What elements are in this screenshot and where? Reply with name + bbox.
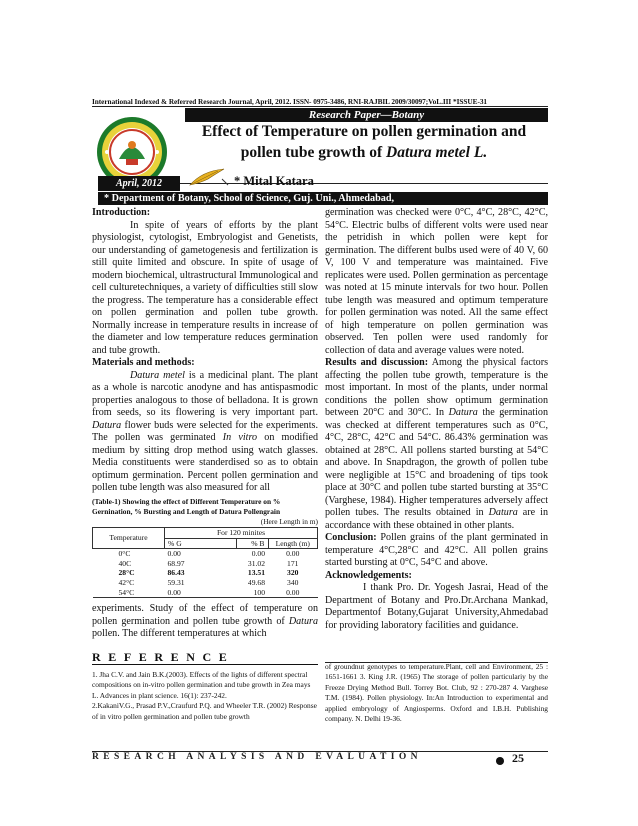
footer-journal: RESEARCH ANALYSIS AND EVALUATION: [92, 752, 422, 762]
table-body: [93, 549, 318, 598]
table-row: [93, 549, 318, 559]
cell-bursting: 31.02: [247, 558, 265, 568]
cell-length: 340: [287, 577, 299, 587]
cell-germination: 0.00: [167, 549, 181, 559]
left-column-continued: [92, 603, 318, 641]
left-column: [92, 207, 318, 495]
methods-paragraph: [92, 370, 318, 495]
department-banner: * Department of Botany, School of Science, Guj. Uni., Ahmedabad,: [98, 192, 548, 205]
species-name: Datura: [488, 507, 518, 518]
cell-length: 0.00: [268, 588, 318, 598]
cell-temperature: 0°C: [118, 549, 131, 559]
header-rule: [92, 106, 548, 107]
col-g: % G: [165, 538, 237, 549]
species-name: Datura metel: [130, 369, 185, 381]
cell-length: 171: [287, 558, 299, 568]
cell-germination: 68.97: [167, 558, 185, 568]
species-name: Datura: [448, 407, 478, 418]
cell-temperature: 54°C: [93, 588, 165, 598]
cell-length: 0.00: [286, 549, 300, 559]
cell-bursting: 0.00: [251, 549, 265, 559]
page-number: 25: [512, 751, 524, 765]
cell-germination: 59.31: [167, 577, 185, 587]
results-text-b: the germination was checked at different temperatures such as 0°C, 4°C, 28°C, 42°C and 54°C. 86.43% germination was obtained at 28°C. All pollens started bursting at 54°C and above. In Snapdragon, the growth of pollen tube were negligible at 15°C and broadening of tips took place at 30°C and pollen tube started bursting at 35°C (Varghese, 1984). Higher temperatures adversely affect pollen tubes. The results obtained in: [325, 407, 549, 518]
table-row: [93, 568, 318, 578]
section-banner: Research Paper—Botany: [185, 108, 548, 122]
table-row: [93, 588, 318, 598]
author-name: * Mital Katara: [234, 174, 314, 188]
bullet-icon: [496, 757, 504, 765]
cell-temperature: 28°C: [118, 568, 135, 578]
methods-text-3: on modified medium by sitting drop method using watch glasses. Media constituents were standerdised so as to obtain optimum germination. Percent pollen germination and pollen tube length was also measured for all: [92, 432, 318, 493]
in-vitro-term: In vitro: [222, 432, 258, 443]
after-table-paragraph: [92, 603, 318, 641]
reference-list-left: [92, 670, 318, 722]
table-header-row: [93, 528, 318, 539]
species-name: Datura: [288, 615, 318, 627]
results-text-a: Among the physical factors affecting the pollen tube growth, temperature is the most important. In most of the plants, under normal conditions the pollen show optimum germination between 20°C and 30°C. In: [325, 357, 548, 418]
table-row: [93, 578, 318, 588]
col-group: For 120 minites: [165, 528, 318, 539]
cell-temperature: 42°C: [118, 577, 135, 587]
table-unit-note: (Here Length in m): [260, 517, 318, 526]
methods-text-1: is a medicinal plant. The plant as a whole is narcotic anodyne and has antispasmodic properties analogous to those of belladona. It is grown from seeds, so its flowering is very important part.: [92, 369, 318, 418]
table-row: [93, 559, 318, 569]
cell-bursting: 13.51: [247, 568, 265, 578]
title-species: Datura metel L.: [386, 144, 488, 161]
title-prefix: pollen tube growth of: [240, 144, 387, 161]
cell-bursting: 49.68: [247, 577, 265, 587]
reference-item: of groundnut genotypes to temperature.Plant, cell and Environment, 25 : 1651-1661 3. King J.R. (1965) The storage of pollen particulariy by the Freeze Drying Method Bull. Torrey Bot. Club, 92 : 270-287 4. Varghese T.M. (1984). Pollen physiology. In:An Introduction to experimental and applied embryology of Angiosperms. Oxford and I.B.H. Publishing company. N. Delhi 19-36.: [325, 662, 548, 724]
quill-pen-icon: [188, 167, 230, 187]
paper-title: [178, 121, 550, 163]
cell-bursting: 100: [237, 588, 269, 598]
col-b: % B: [237, 538, 269, 549]
results-heading: Results and discussion:: [325, 357, 429, 368]
after-table-end: pollen. The different temperatures at which: [92, 628, 267, 639]
right-column: [325, 207, 548, 632]
ack-heading: Acknowledgements:: [325, 569, 412, 581]
journal-header: International Indexed & Referred Research Journal, April, 2012. ISSN- 0975-3486, RNI-RAJBIL 2009/30097;VoL.III *ISSUE-31: [92, 97, 488, 106]
cell-germination: 86.43: [167, 568, 185, 578]
results-table: [92, 527, 318, 598]
conclusion-heading: Conclusion:: [325, 532, 377, 543]
species-name: Datura: [92, 419, 122, 431]
results-text-c: are in accordance with these obtained in other plants.: [325, 507, 548, 531]
cell-germination: 0.00: [165, 588, 237, 598]
title-line-1: Effect of Temperature on pollen germination and: [201, 123, 527, 140]
methods-text-2: flower buds were selected for the experiments. The pollen was germinated: [92, 419, 318, 443]
reference-item: 1. Jha C.V. and Jain B.K.(2003). Effects of the lights of different spectral compositions on in-vitro pollen germination and tube growth in Zea mays L. Advances in plant science. 16(1): 237-242.: [92, 670, 311, 700]
methods-heading: Materials and methods:: [92, 357, 195, 368]
methods-continued: germination was checked were 0°C, 4°C, 28°C, 42°C, 54°C. Electric bulbs of different volts were used near the petridish in which pollen were kept for germination. The different bulbs used were of 40 V, 60 V, 100 V and temperature was maintained. Five replicates were used. Pollen germination as percentage was noted at 15 minute intervals for two hour. Pollen tube length was measured and optimum temperature for pollen germination was noted. All the same effect of high temperature on pollen germination was observed. Ten pollen were used randomly for collection of data and average values were noted.: [325, 207, 548, 356]
reference-list-right: [325, 662, 548, 724]
title-line-2: [178, 142, 550, 163]
col-length: Length (m): [268, 538, 318, 549]
reference-heading: REFERENCE: [92, 650, 318, 665]
cell-length: 320: [287, 568, 299, 578]
after-table-text: experiments. Study of the effect of temperature on pollen germination and pollen tube growth of: [92, 603, 318, 627]
conclusion-paragraph: [325, 532, 548, 570]
results-paragraph: [325, 357, 548, 532]
ack-paragraph: I thank Pro. Dr. Yogesh Jasrai, Head of the Department of Botany and Pro.Dr.Archana Mankad, Departmentof Botany,Gujarat University,Ahmedabad for providing laboratory facilities and guidance.: [325, 582, 548, 631]
col-temperature: Temperature: [93, 528, 165, 549]
issue-date: April, 2012: [98, 176, 180, 191]
intro-paragraph: In spite of years of efforts by the plant physiologist, cytologist, Embryologist and Genetists, our understanding of gametogenesis and fertilization is still quite limited and obscure. In spite of usage of modern biochemical, ultrastructural Immunological and cell culturetechniques, a variety of difficulties still slow the progress. The temperature has a considerable effect on pollen germination and pollen tube growth. Normally increase in temperature results in increase of the diameter and low temperature reduces germination and tube growth.: [92, 219, 318, 356]
conclusion-text: Pollen grains of the plant germinated in temperature 4°C,28°C and 42°C. All pollen grains started bursting at 0°C, 54°C and above.: [325, 532, 548, 568]
intro-heading: Introduction:: [92, 207, 151, 218]
table-caption: (Table-1) Showing the effect of Different Temperature on % Gernination, % Bursting and Length of Datura Pollengrain: [92, 497, 281, 516]
reference-item: 2.KakaniV.G., Prasad P.V.,Craufurd P.Q. and Wheeler T.R. (2002) Response of in vitro pollen germination and pollen tube growth: [92, 701, 317, 721]
cell-temperature: 40C: [118, 558, 132, 568]
